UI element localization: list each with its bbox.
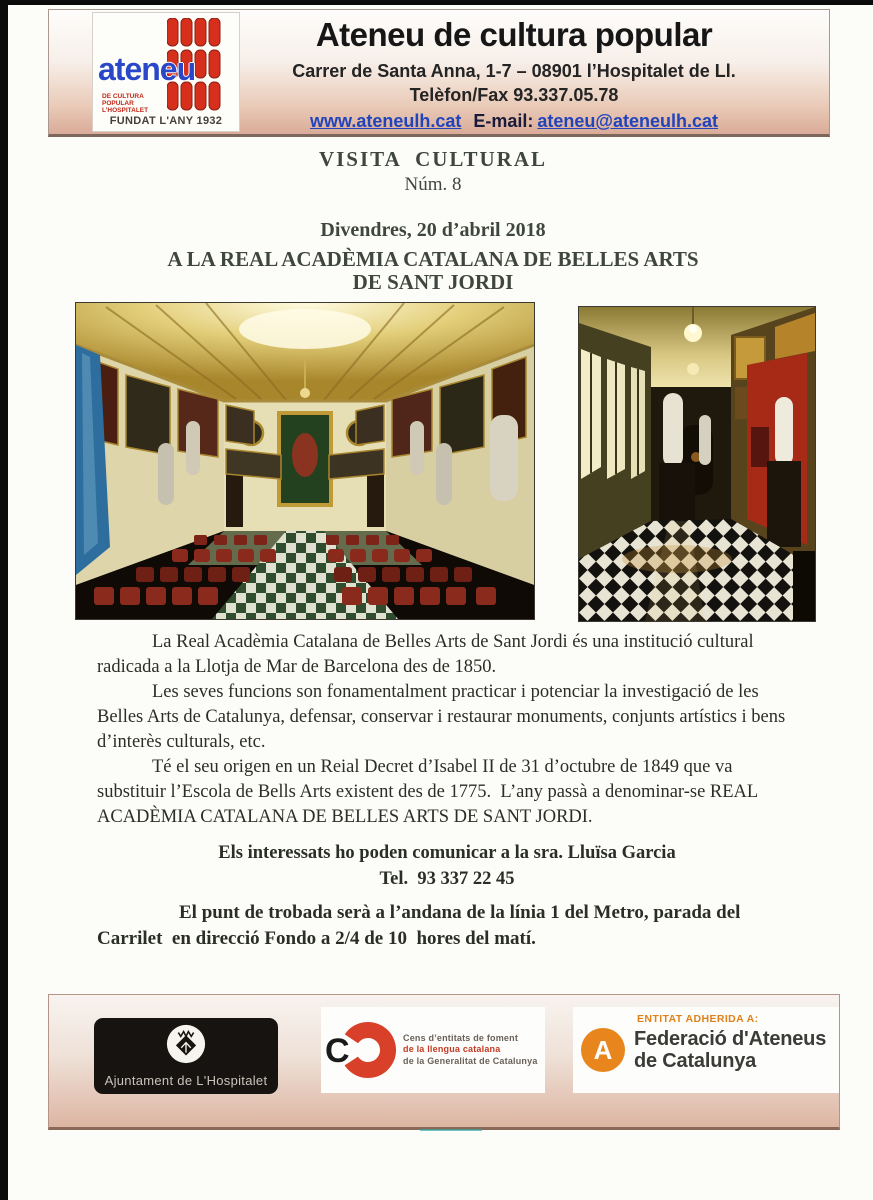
org-phone: Telèfon/Fax 93.337.05.78 [409,85,619,105]
ateneu-logo [93,13,239,131]
federacio-a-mark-icon [581,1028,625,1072]
contact-name-line: Els interessats ho poden comunicar a la sra. Lluïsa Garcia [218,843,676,863]
header-band [48,9,830,137]
federacio-tag: ENTITAT ADHERIDA A: [637,1013,759,1025]
hospitalet-crest-icon [165,1023,207,1065]
cens-cd-mark-icon [327,1017,399,1083]
ateneu-logo-tagline [102,93,148,114]
federacio-row [581,1028,831,1072]
ajuntament-label: Ajuntament de L'Hospitalet [104,1073,268,1088]
cens-line: de la Generalitat de Catalunya [403,1055,538,1066]
paragraph-origin: Té el seu origen en un Reial Decret d’Isabel II de 31 d’octubre de 1849 que va substituir l’Escola de Bells Arts existent des de 1775. L’any passà a denominar-se REAL ACADÈMIA CATALANA DE BELLES ARTS DE SANT JORDI. [97,757,762,827]
email-link[interactable]: ateneu@ateneulh.cat [537,111,718,131]
event-date: Divendres, 20 d’abril 2018 [320,219,546,241]
ateneu-logo-wordmark: ateneu [98,51,196,87]
tagline-line: L’HOSPITALET [102,107,149,114]
event-title [0,248,866,294]
photo-right-gallery-corridor [578,306,816,622]
meeting-point-paragraph: El punt de trobada serà a l’andana de la línia 1 del Metro, parada del Carrilet en direcció Fondo a 2/4 de 10 hores del matí. [97,902,746,949]
org-title: Ateneu de cultura popular [315,16,713,53]
footer-band [48,994,840,1130]
org-links [244,111,784,132]
gallery-hall-illustration [76,303,534,619]
event-title-line1: A LA REAL ACADÈMIA CATALANA DE BELLES ARTS [167,247,699,271]
ajuntament-logo [94,1018,278,1094]
email-label: E-mail: [473,111,534,131]
photo-left-gallery-hall [75,302,535,620]
header-text-block [244,16,784,132]
federacio-name-line1: Federació d'Ateneus [634,1028,827,1050]
scan-edge-top [0,0,873,5]
cens-line: Cens d’entitats de foment [403,1032,519,1043]
tagline-line: DE CULTURA [102,93,144,100]
event-number: Núm. 8 [404,174,462,195]
ateneu-founded-text: FUNDAT L'ANY 1932 [109,115,223,127]
federacio-name [634,1028,826,1072]
org-address: Carrer de Santa Anna, 1-7 – 08901 l’Hospitalet de Ll. [292,61,736,81]
cens-text [403,1033,538,1068]
scan-teal-mark [420,1129,482,1131]
paragraph-functions: Les seves funcions son fonamentalment practicar i potenciar la investigació de les Belles Arts de Catalunya, defensar, conservar i restaurar monuments, conjunts artístics i bens d’interès culturals, etc. [97,682,786,752]
gallery-corridor-illustration [579,307,815,621]
federacio-a-letter: A [593,1034,613,1065]
paragraph-institution: La Real Acadèmia Catalana de Belles Arts de Sant Jordi és una institució cultural radicada a la Llotja de Mar de Barcelona des de 1850. [97,632,754,677]
website-link[interactable]: www.ateneulh.cat [310,111,462,131]
cens-logo [321,1007,545,1093]
cens-c-letter: C [325,1032,350,1070]
federacio-name-line2: de Catalunya [634,1050,757,1072]
cens-line: de la llengua catalana [403,1044,501,1055]
tagline-line: POPULAR [102,100,134,107]
contact-phone-line: Tel. 93 337 22 45 [379,869,515,889]
event-title-line2: DE SANT JORDI [352,270,514,294]
event-kind-heading: VISITA CULTURAL [318,147,548,171]
federacio-logo [573,1007,839,1093]
event-heading-block [0,147,866,294]
body-text [97,630,797,952]
